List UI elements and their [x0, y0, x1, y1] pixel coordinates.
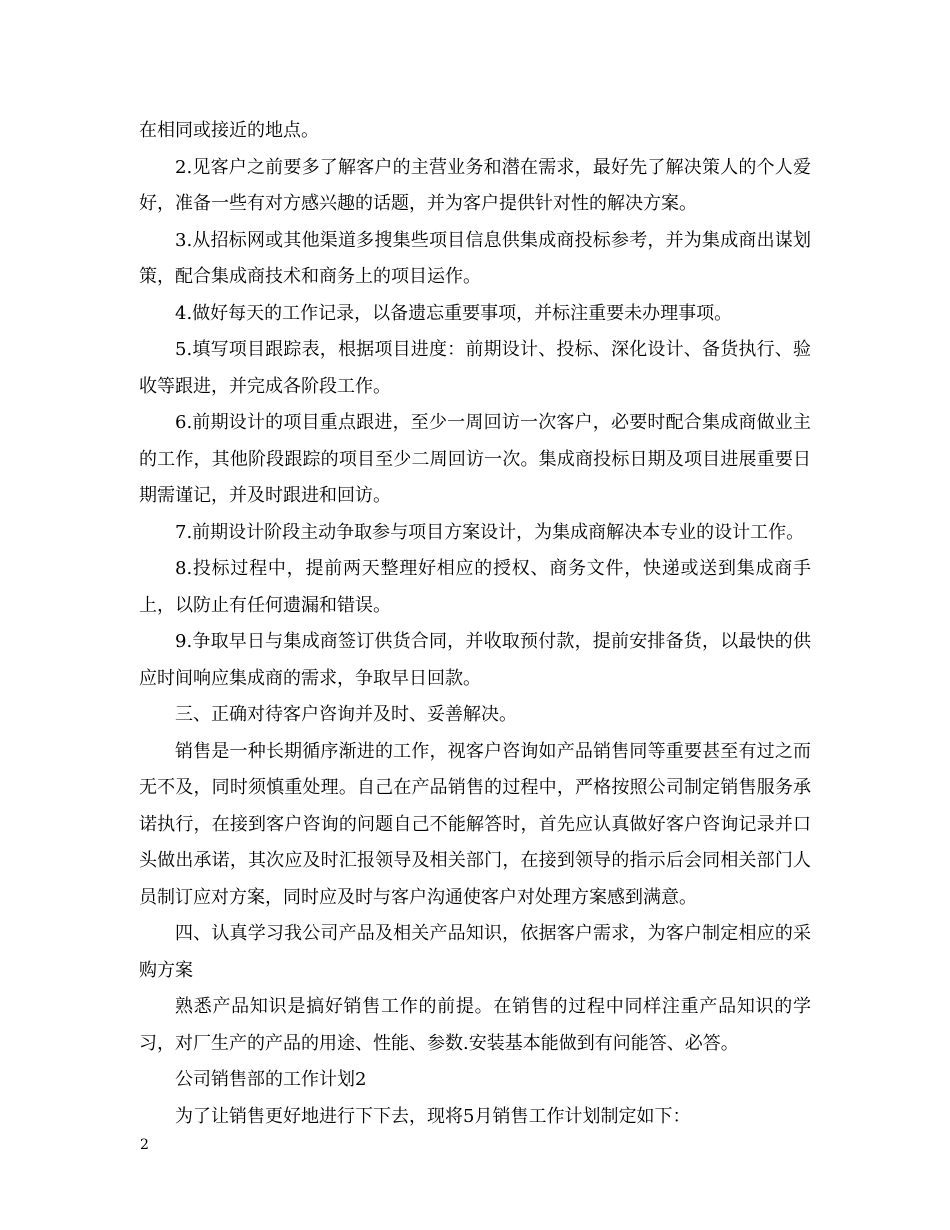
paragraph: 6.前期设计的项目重点跟进，至少一周回访一次客户，必要时配合集成商做业主的工作，其他阶段跟踪的项目至少二周回访一次。集成商投标日期及项目进展重要日期需谨记，并及时跟进和回访。 — [139, 412, 811, 506]
body-text — [139, 113, 811, 1135]
paragraph: 为了让销售更好地进行下下去，现将5月销售工作计划制定如下： — [175, 1105, 691, 1127]
paragraph: 8.投标过程中，提前两天整理好相应的授权、商务文件，快递或送到集成商手上，以防止有任何遗漏和错误。 — [139, 558, 811, 616]
paragraph: 在相同或接近的地点。 — [139, 120, 319, 141]
paragraph: 5.填写项目跟踪表，根据项目进度：前期设计、投标、深化设计、备货执行、验收等跟进，并完成各阶段工作。 — [139, 339, 811, 397]
section-heading: 四、认真学习我公司产品及相关产品知识，依据客户需求，为客户制定相应的采购方案 — [139, 923, 811, 981]
paragraph: 9.争取早日与集成商签订供货合同，并收取预付款，提前安排备货，以最快的供应时间响应集成商的需求，争取早日回款。 — [139, 631, 811, 689]
page-number: 2 — [140, 1137, 149, 1153]
paragraph: 熟悉产品知识是搞好销售工作的前提。在销售的过程中同样注重产品知识的学习，对厂生产的产品的用途、性能、参数.安装基本能做到有问能答、必答。 — [139, 996, 811, 1054]
paragraph: 2.见客户之前要多了解客户的主营业务和潜在需求，最好先了解决策人的个人爱好，准备一些有对方感兴趣的话题，并为客户提供针对性的解决方案。 — [139, 156, 811, 214]
paragraph: 7.前期设计阶段主动争取参与项目方案设计，为集成商解决本专业的设计工作。 — [175, 521, 805, 543]
paragraph: 3.从招标网或其他渠道多搜集些项目信息供集成商投标参考，并为集成商出谋划策，配合集成商技术和商务上的项目运作。 — [139, 229, 811, 287]
paragraph: 销售是一种长期循序渐进的工作，视客户咨询如产品销售同等重要甚至有过之而无不及，同时须慎重处理。自己在产品销售的过程中，严格按照公司制定销售服务承诺执行，在接到客户咨询的问题自己不能解答时，首先应认真做好客户咨询记录并口头做出承诺，其次应及时汇报领导及相关部门，在接到领导的指示后会同相关部门人员制订应对方案，同时应及时与客户沟通使客户对处理方案感到满意。 — [139, 740, 811, 908]
paragraph: 4.做好每天的工作记录，以备遗忘重要事项，并标注重要未办理事项。 — [175, 302, 733, 324]
section-heading: 三、正确对待客户咨询并及时、妥善解决。 — [175, 704, 517, 725]
subtitle: 公司销售部的工作计划2 — [175, 1069, 367, 1090]
